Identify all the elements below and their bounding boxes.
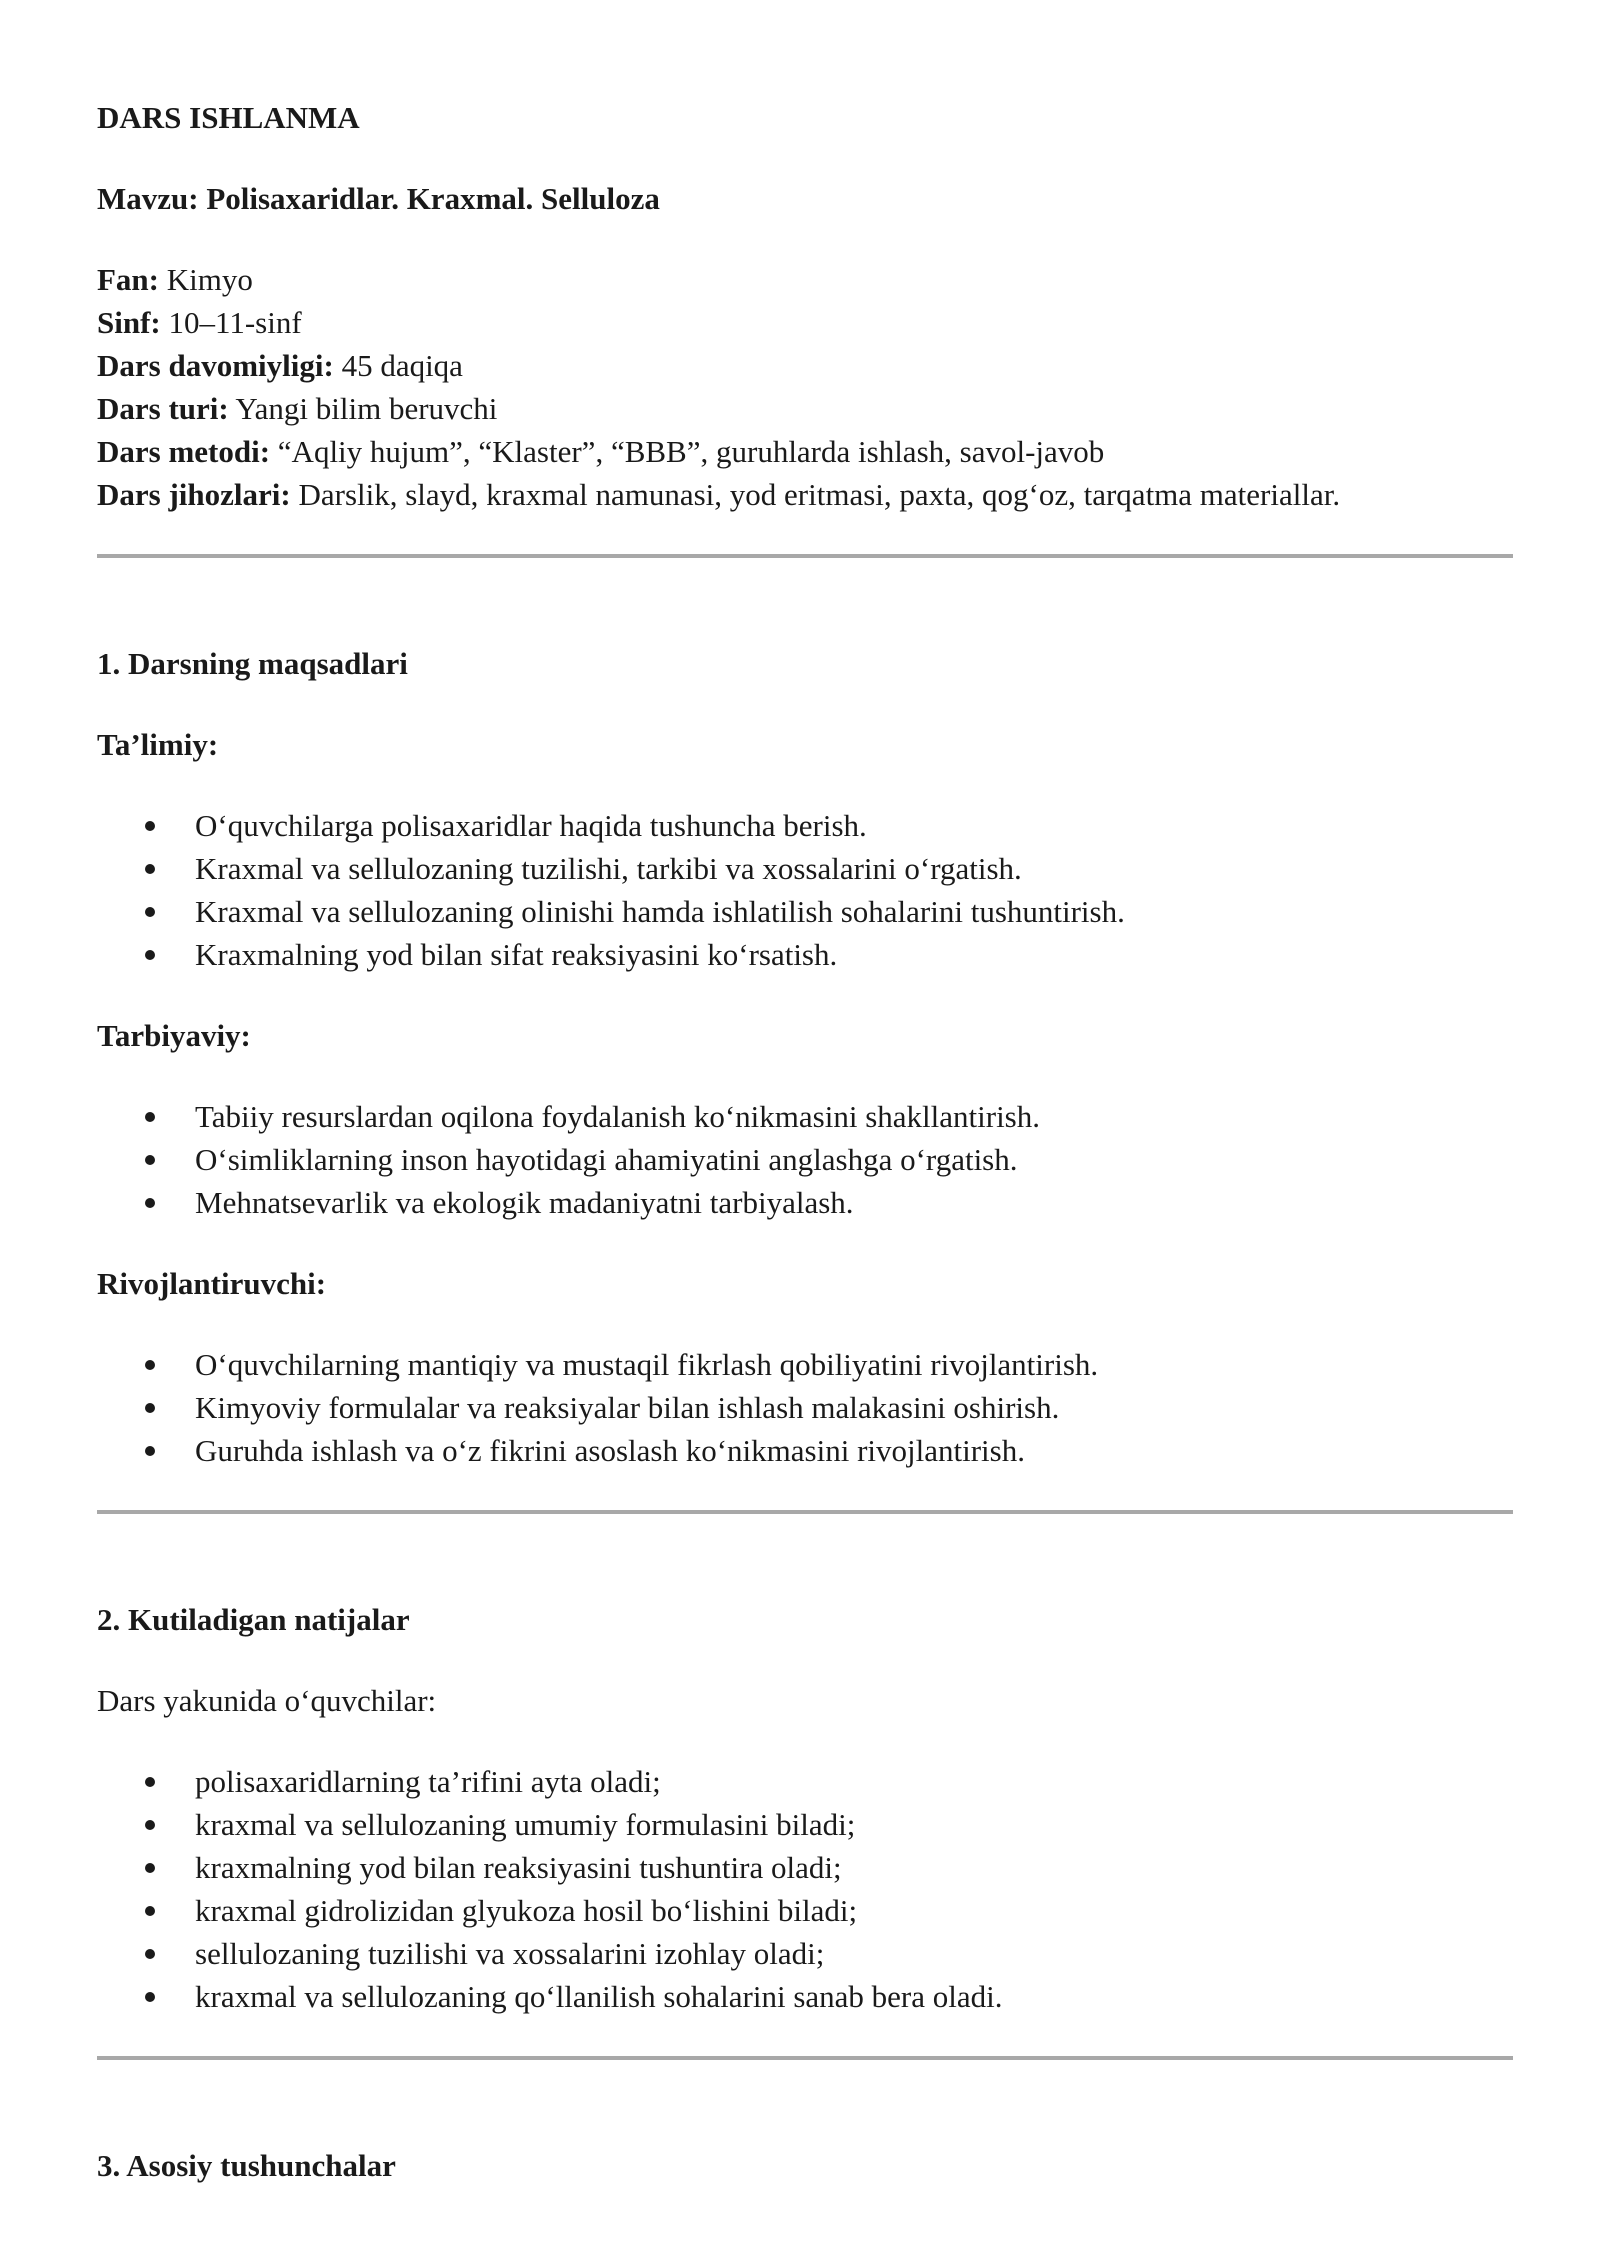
bullet-icon [145, 950, 155, 960]
list-item: Guruhda ishlash va o‘z fikrini asoslash ko‘nikmasini rivojlantirish. [97, 1429, 1513, 1472]
goals-group-title: Tarbiyaviy: [97, 1018, 251, 1053]
section-heading-key-concepts: 3. Asosiy tushunchalar [97, 2148, 396, 2183]
meta-label: Dars metodi: [97, 434, 271, 469]
bullet-icon [145, 1198, 155, 1208]
goals-group-title: Ta’limiy: [97, 727, 219, 762]
goals-list-educational [97, 804, 1513, 976]
meta-value: 45 daqiqa [333, 348, 463, 383]
bullet-icon [145, 821, 155, 831]
lesson-meta [97, 258, 1513, 516]
meta-label: Dars turi: [97, 391, 229, 426]
meta-equipment [97, 473, 1513, 516]
list-item: kraxmal va sellulozaning qo‘llanilish sohalarini sanab bera oladi. [97, 1975, 1513, 2018]
meta-label: Sinf: [97, 305, 161, 340]
meta-grade [97, 301, 1513, 344]
bullet-icon [145, 1906, 155, 1916]
document-page [97, 96, 1513, 2225]
section-heading-outcomes: 2. Kutiladigan natijalar [97, 1602, 410, 1637]
list-item: O‘quvchilarga polisaxaridlar haqida tushuncha berish. [97, 804, 1513, 847]
meta-label: Dars davomiyligi: [97, 348, 334, 383]
meta-value: “Aqliy hujum”, “Klaster”, “BBB”, guruhlarda ishlash, savol-javob [270, 434, 1105, 469]
bullet-icon [145, 1992, 155, 2002]
meta-value: Kimyo [159, 262, 253, 297]
list-item: O‘simliklarning inson hayotidagi ahamiyatini anglashga o‘rgatish. [97, 1138, 1513, 1181]
meta-label: Fan: [97, 262, 159, 297]
section-divider [97, 554, 1513, 558]
list-item: Kraxmal va sellulozaning tuzilishi, tarkibi va xossalarini o‘rgatish. [97, 847, 1513, 890]
document-title: DARS ISHLANMA [97, 100, 360, 135]
meta-value: 10–11-sinf [160, 305, 302, 340]
list-item: Mehnatsevarlik va ekologik madaniyatni tarbiyalash. [97, 1181, 1513, 1224]
bullet-icon [145, 1949, 155, 1959]
bullet-icon [145, 907, 155, 917]
section-divider [97, 2056, 1513, 2060]
meta-label: Dars jihozlari: [97, 477, 291, 512]
meta-subject [97, 258, 1513, 301]
outcomes-intro: Dars yakunida o‘quvchilar: [97, 1683, 437, 1718]
goals-group-title: Rivojlantiruvchi: [97, 1266, 327, 1301]
list-item: sellulozaning tuzilishi va xossalarini izohlay oladi; [97, 1932, 1513, 1975]
lesson-topic: Mavzu: Polisaxaridlar. Kraxmal. Selluloza [97, 181, 660, 216]
list-item: Kraxmal va sellulozaning olinishi hamda ishlatilish sohalarini tushuntirish. [97, 890, 1513, 933]
bullet-icon [145, 1446, 155, 1456]
bullet-icon [145, 864, 155, 874]
bullet-icon [145, 1155, 155, 1165]
bullet-icon [145, 1820, 155, 1830]
meta-value: Darslik, slayd, kraxmal namunasi, yod eritmasi, paxta, qog‘oz, tarqatma materiallar. [290, 477, 1341, 512]
goals-list-developmental [97, 1343, 1513, 1472]
list-item: kraxmalning yod bilan reaksiyasini tushuntira oladi; [97, 1846, 1513, 1889]
section-heading-goals: 1. Darsning maqsadlari [97, 646, 408, 681]
list-item: Kimyoviy formulalar va reaksiyalar bilan ishlash malakasini oshirish. [97, 1386, 1513, 1429]
meta-method [97, 430, 1513, 473]
bullet-icon [145, 1360, 155, 1370]
bullet-icon [145, 1112, 155, 1122]
list-item: Tabiiy resurslardan oqilona foydalanish ko‘nikmasini shakllantirish. [97, 1095, 1513, 1138]
list-item: kraxmal gidrolizidan glyukoza hosil bo‘lishini biladi; [97, 1889, 1513, 1932]
list-item: kraxmal va sellulozaning umumiy formulasini biladi; [97, 1803, 1513, 1846]
goals-list-upbringing [97, 1095, 1513, 1224]
meta-duration [97, 344, 1513, 387]
bullet-icon [145, 1403, 155, 1413]
meta-type [97, 387, 1513, 430]
list-item: polisaxaridlarning ta’rifini ayta oladi; [97, 1760, 1513, 1803]
outcomes-list [97, 1760, 1513, 2018]
bullet-icon [145, 1863, 155, 1873]
bullet-icon [145, 1777, 155, 1787]
list-item: Kraxmalning yod bilan sifat reaksiyasini ko‘rsatish. [97, 933, 1513, 976]
list-item: O‘quvchilarning mantiqiy va mustaqil fikrlash qobiliyatini rivojlantirish. [97, 1343, 1513, 1386]
section-divider [97, 1510, 1513, 1514]
meta-value: Yangi bilim beruvchi [228, 391, 498, 426]
